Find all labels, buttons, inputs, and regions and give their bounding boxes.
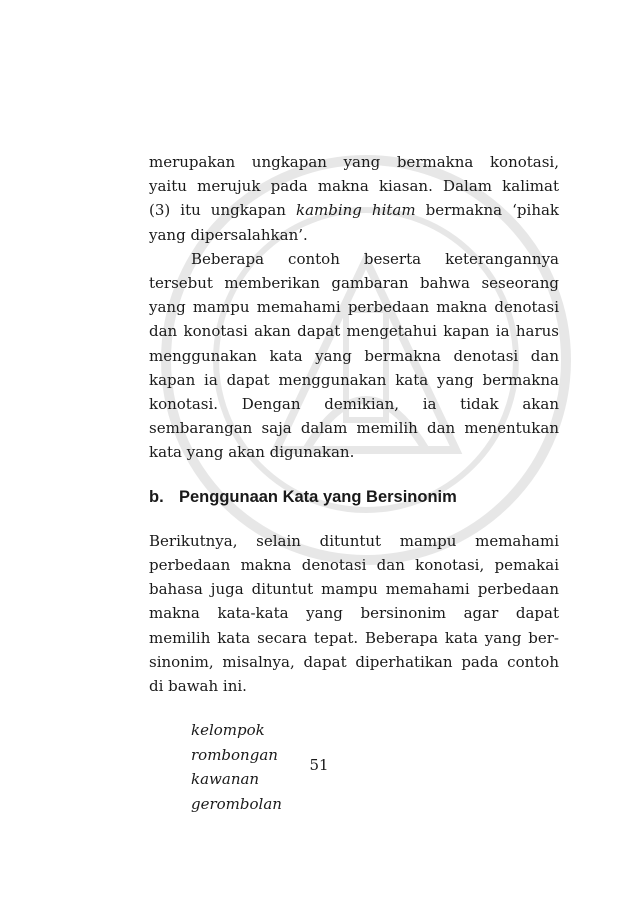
text-line: menggunakan kata yang bermakna denotasi dan xyxy=(149,346,559,365)
heading-title: Penggunaan Kata yang Bersinonim xyxy=(179,487,457,506)
text-line: makna kata-kata yang bersinonim agar dapat xyxy=(149,604,559,623)
page-number: 51 xyxy=(309,756,329,774)
example-word: kawanan xyxy=(191,770,260,789)
example-word: kelompok xyxy=(191,721,265,740)
paragraph-1 xyxy=(149,150,559,247)
text-line: tersebut memberikan gambaran bahwa seseorang xyxy=(149,274,559,293)
example-word: gerombolan xyxy=(191,794,282,813)
text-line: sinonim, misalnya, dapat diperhatikan pada contoh xyxy=(149,652,559,671)
text-line: merupakan ungkapan yang bermakna konotasi, xyxy=(149,153,559,171)
heading-number: b. xyxy=(149,487,164,506)
italic-term: kambing hitam xyxy=(295,201,416,220)
paragraph-2 xyxy=(149,247,559,465)
text-line: Beberapa contoh beserta keterangannya xyxy=(191,249,559,268)
text-line: sembarangan saja dalam memilih dan menentukan xyxy=(149,419,559,438)
text-line xyxy=(149,198,559,222)
text-line: memilih kata secara tepat. Beberapa kata yang ber- xyxy=(149,628,559,647)
section-heading xyxy=(149,485,559,509)
text-line: yang dipersalahkan’. xyxy=(149,225,308,244)
text-line: kapan ia dapat menggunakan kata yang bermakna xyxy=(149,370,559,389)
text-fragment: (3) itu ungkapan xyxy=(149,201,296,220)
text-line: dan konotasi akan dapat mengetahui kapan ia harus xyxy=(149,322,559,341)
text-line: perbedaan makna denotasi dan konotasi, pemakai xyxy=(149,556,559,575)
text-line: di bawah ini. xyxy=(149,677,247,696)
text-line: bahasa juga dituntut mampu memahami perbedaan xyxy=(149,580,559,599)
example-word: rombongan xyxy=(191,745,278,764)
text-line: Berikutnya, selain dituntut mampu memahami xyxy=(149,531,559,550)
paragraph-3 xyxy=(149,529,559,698)
text-fragment: bermakna ‘pihak xyxy=(415,201,560,220)
text-line: yaitu merujuk pada makna kiasan. Dalam kalimat xyxy=(149,177,559,196)
text-line: konotasi. Dengan demikian, ia tidak akan xyxy=(149,395,559,414)
text-line: yang mampu memahami perbedaan makna denotasi xyxy=(149,298,559,317)
text-line: kata yang akan digunakan. xyxy=(149,443,355,462)
page-body xyxy=(149,150,559,816)
